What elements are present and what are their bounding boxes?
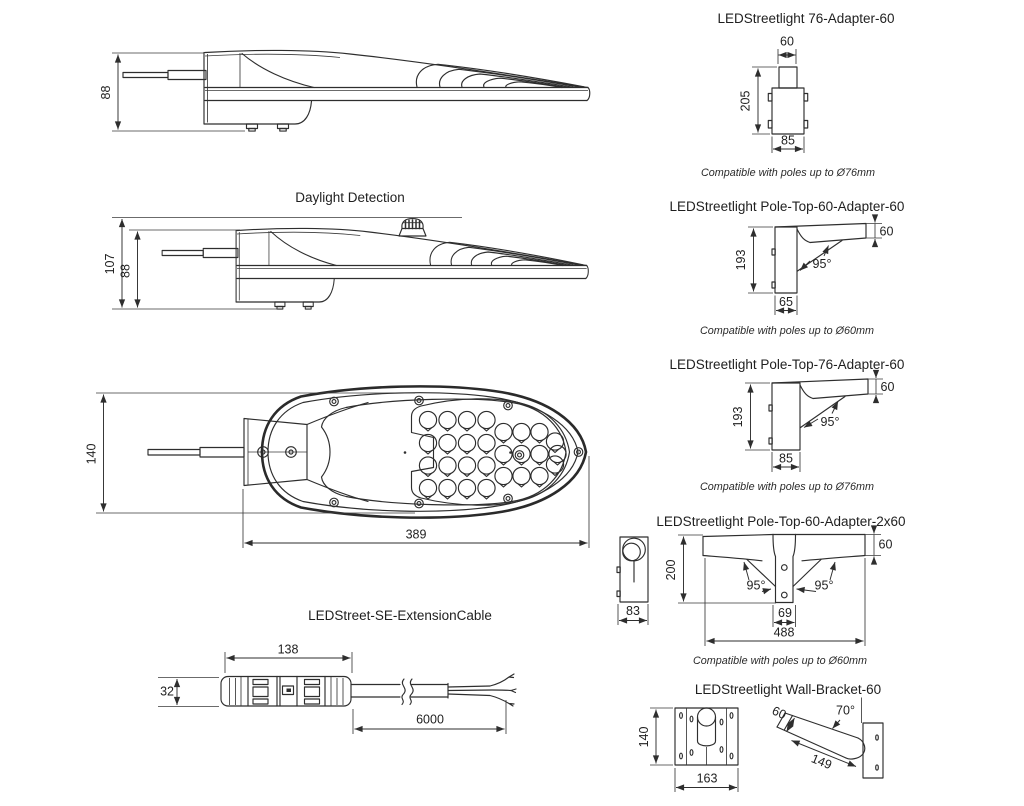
dim-angle-left-95: 95° bbox=[746, 578, 766, 593]
pole-top-76-title: LEDStreetlight Pole-Top-76-Adapter-60 bbox=[669, 357, 905, 372]
dim-plate-height-140: 140 bbox=[637, 726, 651, 748]
extension-cable-drawing bbox=[158, 608, 516, 734]
dim-plate-width-163: 163 bbox=[696, 771, 718, 786]
dim-total-height-107: 107 bbox=[103, 253, 117, 275]
dim-cable-6000: 6000 bbox=[416, 712, 444, 727]
adapter-76-title: LEDStreetlight 76-Adapter-60 bbox=[717, 11, 895, 26]
dim-width-65: 65 bbox=[779, 295, 793, 309]
daylight-detection-drawing bbox=[103, 190, 588, 309]
adapter-76-drawing bbox=[701, 11, 895, 179]
dim-body-height-88: 88 bbox=[118, 264, 133, 278]
dim-arm-60: 60 bbox=[878, 537, 893, 552]
dim-tube-60: 60 bbox=[769, 703, 789, 723]
pole-top-2x60-drawing bbox=[617, 514, 906, 667]
daylight-title: Daylight Detection bbox=[295, 190, 405, 205]
dim-height-193: 193 bbox=[734, 249, 748, 271]
wall-bracket-front-view bbox=[637, 708, 738, 792]
pole-section-side-view bbox=[617, 537, 648, 625]
dim-length-389: 389 bbox=[405, 527, 427, 542]
wall-bracket-drawing bbox=[637, 682, 883, 792]
luminaire-side-profile bbox=[162, 228, 588, 309]
dim-height-200: 200 bbox=[664, 559, 678, 581]
side-view-drawing bbox=[99, 50, 590, 131]
adapter-76-caption: Compatible with poles up to Ø76mm bbox=[700, 167, 876, 179]
dim-angle-95: 95° bbox=[820, 415, 840, 429]
pole-top-76-caption: Compatible with poles up to Ø76mm bbox=[699, 481, 875, 493]
led-array bbox=[419, 411, 566, 499]
dim-connector-height-32: 32 bbox=[160, 684, 174, 699]
dim-width-85: 85 bbox=[781, 133, 795, 148]
luminaire-side-profile bbox=[123, 50, 590, 131]
dim-angle-95: 95° bbox=[812, 257, 832, 271]
dim-center-69: 69 bbox=[778, 606, 792, 620]
pole-top-76-drawing bbox=[670, 357, 905, 493]
dim-angle-right-95: 95° bbox=[814, 578, 834, 593]
pole-top-2x60-caption: Compatible with poles up to Ø60mm bbox=[692, 655, 868, 667]
dim-connector-138: 138 bbox=[277, 642, 299, 657]
dim-width-140: 140 bbox=[84, 443, 99, 465]
pole-top-60-caption: Compatible with poles up to Ø60mm bbox=[699, 325, 875, 337]
wall-bracket-side-view bbox=[770, 698, 883, 779]
dim-spigot-60: 60 bbox=[780, 34, 794, 49]
dim-angle-70: 70° bbox=[836, 703, 855, 718]
dim-arm-60: 60 bbox=[879, 224, 894, 239]
wall-bracket-title: LEDStreetlight Wall-Bracket-60 bbox=[694, 682, 882, 697]
dim-height-205: 205 bbox=[738, 90, 753, 112]
dim-arm-60: 60 bbox=[880, 380, 895, 394]
housing-outline bbox=[262, 386, 586, 517]
dim-pole-83: 83 bbox=[626, 604, 640, 618]
dim-height-193: 193 bbox=[731, 406, 745, 428]
cable-title: LEDStreet-SE-ExtensionCable bbox=[308, 608, 492, 623]
dim-width-85: 85 bbox=[779, 451, 793, 466]
dim-span-488: 488 bbox=[773, 625, 795, 640]
top-view-drawing bbox=[85, 386, 590, 548]
pole-top-60-title: LEDStreetlight Pole-Top-60-Adapter-60 bbox=[669, 199, 905, 214]
dim-height-88: 88 bbox=[99, 85, 113, 100]
pole-top-2x60-title: LEDStreetlight Pole-Top-60-Adapter-2x60 bbox=[656, 514, 906, 529]
pole-top-60-drawing bbox=[670, 199, 905, 337]
dim-arm-149: 149 bbox=[809, 751, 834, 773]
daylight-sensor bbox=[399, 219, 426, 236]
